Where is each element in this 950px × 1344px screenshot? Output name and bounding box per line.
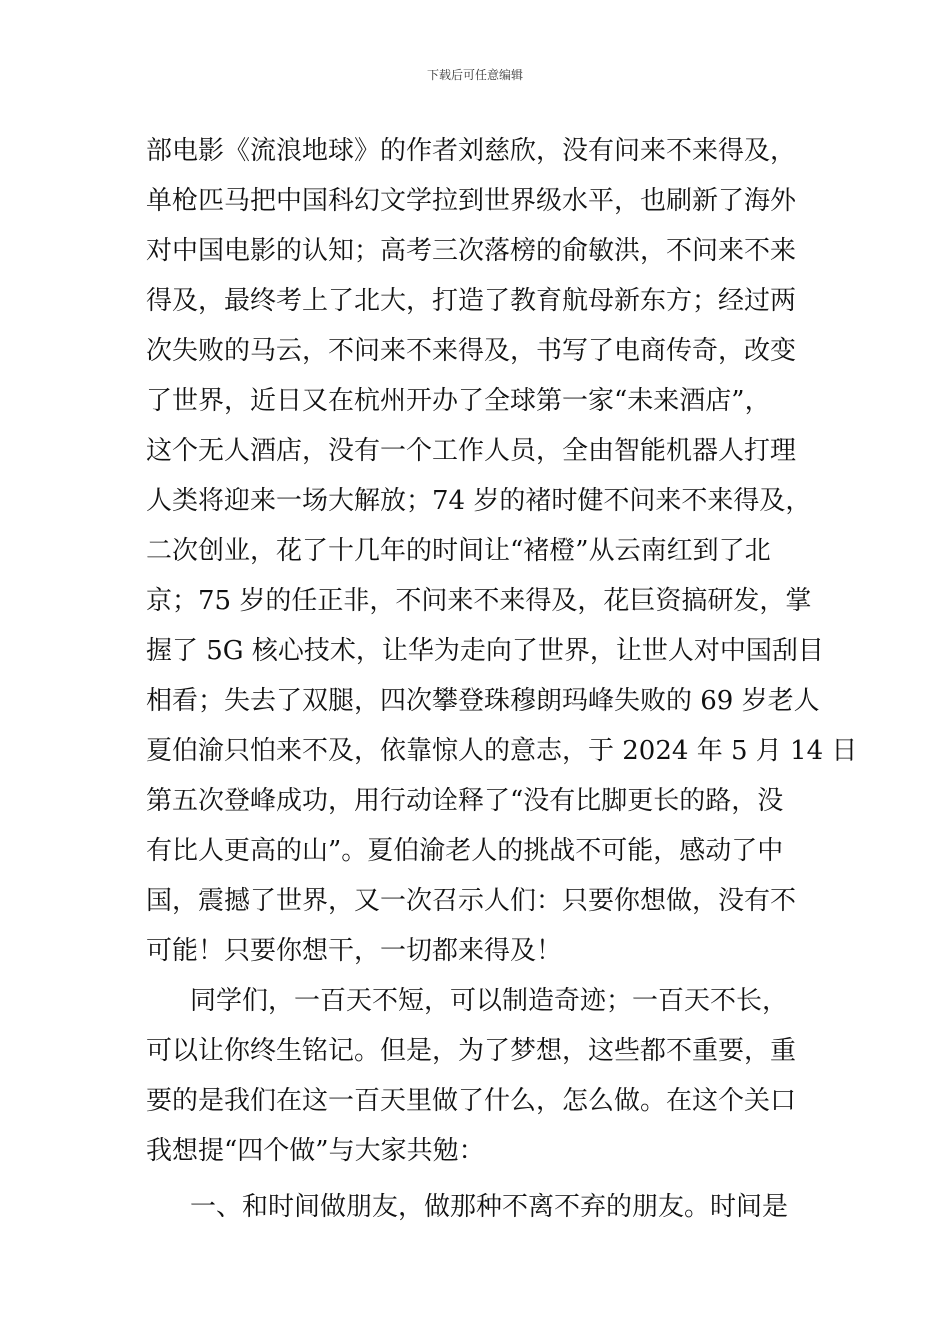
text-line: 一、和时间做朋友，做那种不离不弃的朋友。时间是 <box>190 1192 789 1222</box>
page-header: 下载后可任意编辑 <box>426 68 523 82</box>
text-line: 要的是我们在这一百天里做了什么，怎么做。在这个关口 <box>146 1086 797 1116</box>
text-line: 了世界，近日又在杭州开办了全球第一家“未来酒店”， <box>146 386 771 416</box>
text-line: 可以让你终生铭记。但是，为了梦想，这些都不重要，重 <box>146 1036 797 1066</box>
text-line: 同学们，一百天不短，可以制造奇迹；一百天不长， <box>190 986 789 1016</box>
text-line: 握了 5G 核心技术，让华为走向了世界，让世人对中国刮目 <box>146 636 824 666</box>
text-line: 部电影《流浪地球》的作者刘慈欣，没有问来不来得及， <box>146 136 797 166</box>
document-body <box>146 126 858 1232</box>
paragraph-3 <box>146 1182 816 1232</box>
text-line: 对中国电影的认知；高考三次落榜的俞敏洪，不问来不来 <box>146 236 797 266</box>
text-line: 有比人更高的山”。夏伯渝老人的挑战不可能，感动了中 <box>146 836 784 866</box>
text-line: 京；75 岁的任正非，不问来不来得及，花巨资搞研发，掌 <box>146 586 812 616</box>
text-line: 这个无人酒店，没有一个工作人员，全由智能机器人打理 <box>146 436 797 466</box>
text-line: 相看；失去了双腿，四次攀登珠穆朗玛峰失败的 69 岁老人 <box>146 686 820 716</box>
text-line: 人类将迎来一场大解放；74 岁的褚时健不问来不来得及， <box>146 486 812 516</box>
text-line: 次失败的马云，不问来不来得及，书写了电商传奇，改变 <box>146 336 797 366</box>
paragraph-1 <box>146 126 858 976</box>
text-line: 二次创业，花了十几年的时间让“褚橙”从云南红到了北 <box>146 536 771 566</box>
text-line: 国，震撼了世界，又一次召示人们：只要你想做，没有不 <box>146 886 797 916</box>
paragraph-2 <box>146 976 816 1176</box>
text-line: 夏伯渝只怕来不及，依靠惊人的意志，于 2024 年 5 月 14 日 <box>146 736 858 766</box>
text-line: 我想提“四个做”与大家共勉： <box>146 1136 485 1166</box>
text-line: 单枪匹马把中国科幻文学拉到世界级水平，也刷新了海外 <box>146 186 797 216</box>
text-line: 可能！只要你想干，一切都来得及！ <box>146 936 563 966</box>
text-line: 第五次登峰成功，用行动诠释了“没有比脚更长的路，没 <box>146 786 784 816</box>
text-line: 得及，最终考上了北大，打造了教育航母新东方；经过两 <box>146 286 797 316</box>
